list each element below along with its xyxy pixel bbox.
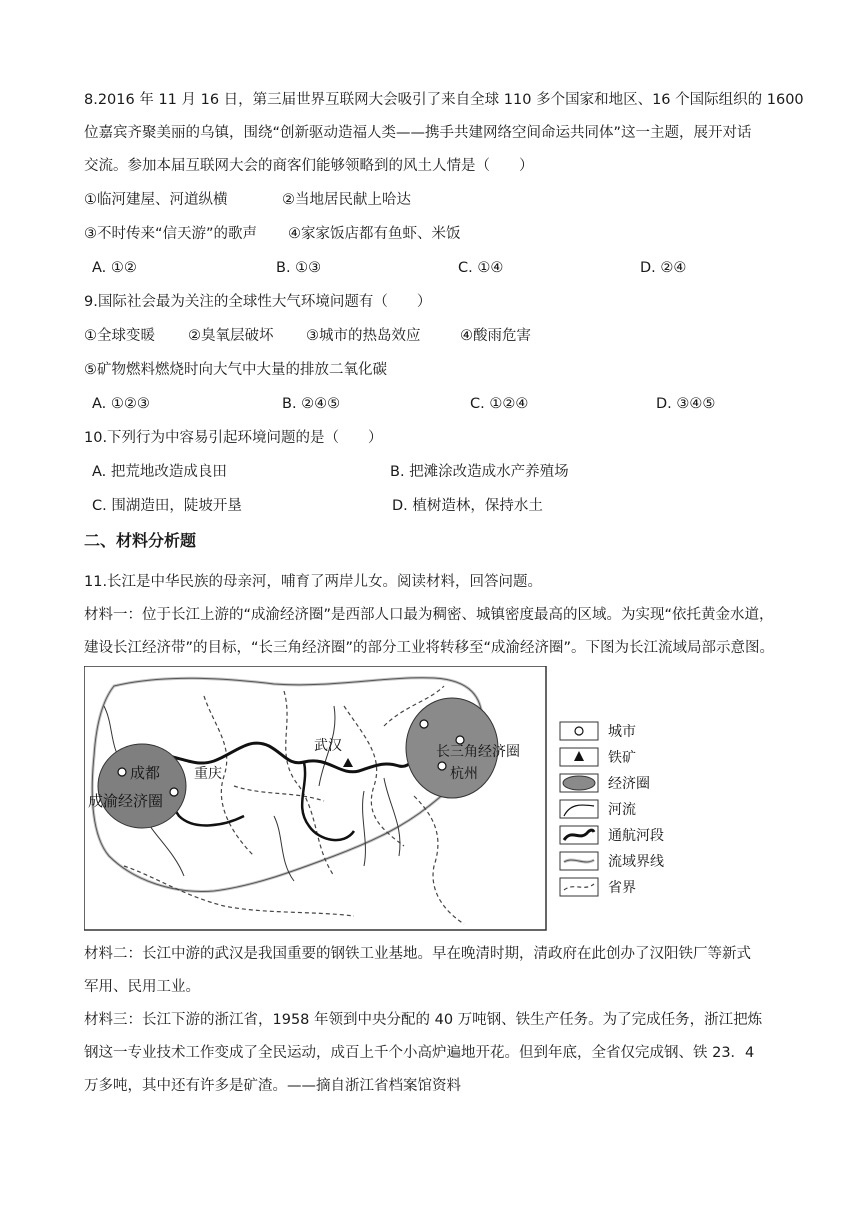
- q9-option-c[interactable]: C. ①②④: [470, 396, 529, 412]
- map-label-chongqing: 重庆: [194, 766, 222, 782]
- q10-option-d[interactable]: D. 植树造林，保持水土: [392, 498, 543, 514]
- map-label-changsanjiao: 长三角经济圈: [436, 744, 520, 760]
- q10-option-c[interactable]: C. 围湖造田，陡坡开垦: [92, 498, 242, 514]
- legend-city: 城市: [608, 724, 636, 740]
- map-legend: [560, 722, 664, 896]
- q11-material1-line-2: 建设长江经济带”的目标，“长三角经济圈”的部分工业将转移至“成渝经济圈”。下图为长江流域局部示意图。: [84, 640, 775, 656]
- q9-item-4: ④酸雨危害: [460, 328, 531, 344]
- q9-option-d[interactable]: D. ③④⑤: [656, 396, 716, 412]
- q11-material3-line-2: 钢这一专业技术工作变成了全民运动，成百上千个小高炉遍地开花。但到年底，全省仅完成钢、铁 23．4: [84, 1045, 755, 1061]
- map-label-wuhan: 武汉: [314, 738, 342, 754]
- q8-item-3: ③不时传来“信天游”的歌声: [84, 226, 258, 242]
- city-chengdu-marker: [118, 768, 126, 776]
- q9-item-3: ③城市的热岛效应: [306, 328, 421, 344]
- city-marker-delta-2: [456, 736, 464, 744]
- q8-option-d[interactable]: D. ②④: [640, 260, 687, 276]
- q8-option-c[interactable]: C. ①④: [458, 260, 504, 276]
- q8-option-a[interactable]: A. ①②: [92, 260, 137, 276]
- q11-stem: 11.长江是中华民族的母亲河，哺育了两岸儿女。阅读材料，回答问题。: [84, 574, 543, 590]
- q9-item-5: ⑤矿物燃料燃烧时向大气中大量的排放二氧化碳: [84, 362, 387, 378]
- section-title: 二、材料分析题: [84, 531, 197, 550]
- q8-item-4: ④家家饭店都有鱼虾、米饭: [288, 226, 461, 242]
- city-hangzhou-marker: [438, 762, 446, 770]
- q11-material3-line-3: 万多吨，其中还有许多是矿渣。——摘自浙江省档案馆资料: [84, 1078, 461, 1094]
- map-label-hangzhou: 杭州: [450, 766, 478, 782]
- q8-stem-line-3: 交流。参加本届互联网大会的商客们能够领略到的风土人情是（ ）: [84, 158, 534, 174]
- legend-basin-boundary: 流域界线: [608, 854, 664, 870]
- q8-stem-line-2: 位嘉宾齐聚美丽的乌镇，围绕“创新驱动造福人类——携手共建网络空间命运共同体”这一主题，展开对话: [84, 125, 752, 141]
- q8-stem-line-1: 8.2016 年 11 月 16 日，第三届世界互联网大会吸引了来自全球 110 多个国家和地区、16 个国际组织的 1600: [84, 92, 804, 108]
- q8-option-b[interactable]: B. ①③: [276, 260, 322, 276]
- legend-economic-circle: 经济圈: [608, 776, 650, 792]
- q11-material2-line-1: 材料二：长江中游的武汉是我国重要的钢铁工业基地。早在晚清时期，清政府在此创办了汉阳铁厂等新式: [84, 946, 751, 962]
- city-marker-delta-1: [420, 720, 428, 728]
- q9-item-2: ②臭氧层破坏: [188, 328, 274, 344]
- map-label-chengdu: 成都: [130, 764, 161, 782]
- q9-option-a[interactable]: A. ①②③: [92, 396, 150, 412]
- legend-navigable: 通航河段: [608, 828, 664, 844]
- q8-item-1: ①临河建屋、河道纵横: [84, 192, 228, 208]
- q8-item-2: ②当地居民献上哈达: [282, 192, 411, 208]
- legend-iron-ore: 铁矿: [608, 750, 636, 766]
- q9-option-b[interactable]: B. ②④⑤: [282, 396, 341, 412]
- yangtze-basin-map: [84, 666, 756, 932]
- q9-item-1: ①全球变暖: [84, 328, 155, 344]
- q11-material1-line-1: 材料一：位于长江上游的“成渝经济圈”是西部人口最为稠密、城镇密度最高的区域。为实现“依托黄金水道，: [84, 607, 774, 623]
- legend-province-border: 省界: [608, 880, 636, 896]
- legend-river: 河流: [608, 802, 636, 818]
- city-chongqing-marker: [170, 788, 178, 796]
- q10-option-a[interactable]: A. 把荒地改造成良田: [92, 464, 227, 480]
- q10-option-b[interactable]: B. 把滩涂改造成水产养殖场: [390, 464, 569, 480]
- q10-stem: 10.下列行为中容易引起环境问题的是（ ）: [84, 430, 383, 446]
- q9-stem: 9.国际社会最为关注的全球性大气环境问题有（ ）: [84, 294, 432, 310]
- q11-material3-line-1: 材料三：长江下游的浙江省，1958 年领到中央分配的 40 万吨钢、铁生产任务。为了完成任务，浙江把炼: [84, 1012, 763, 1028]
- map-label-chengyu: 成渝经济圈: [88, 792, 164, 810]
- q11-material2-line-2: 军用、民用工业。: [84, 979, 200, 995]
